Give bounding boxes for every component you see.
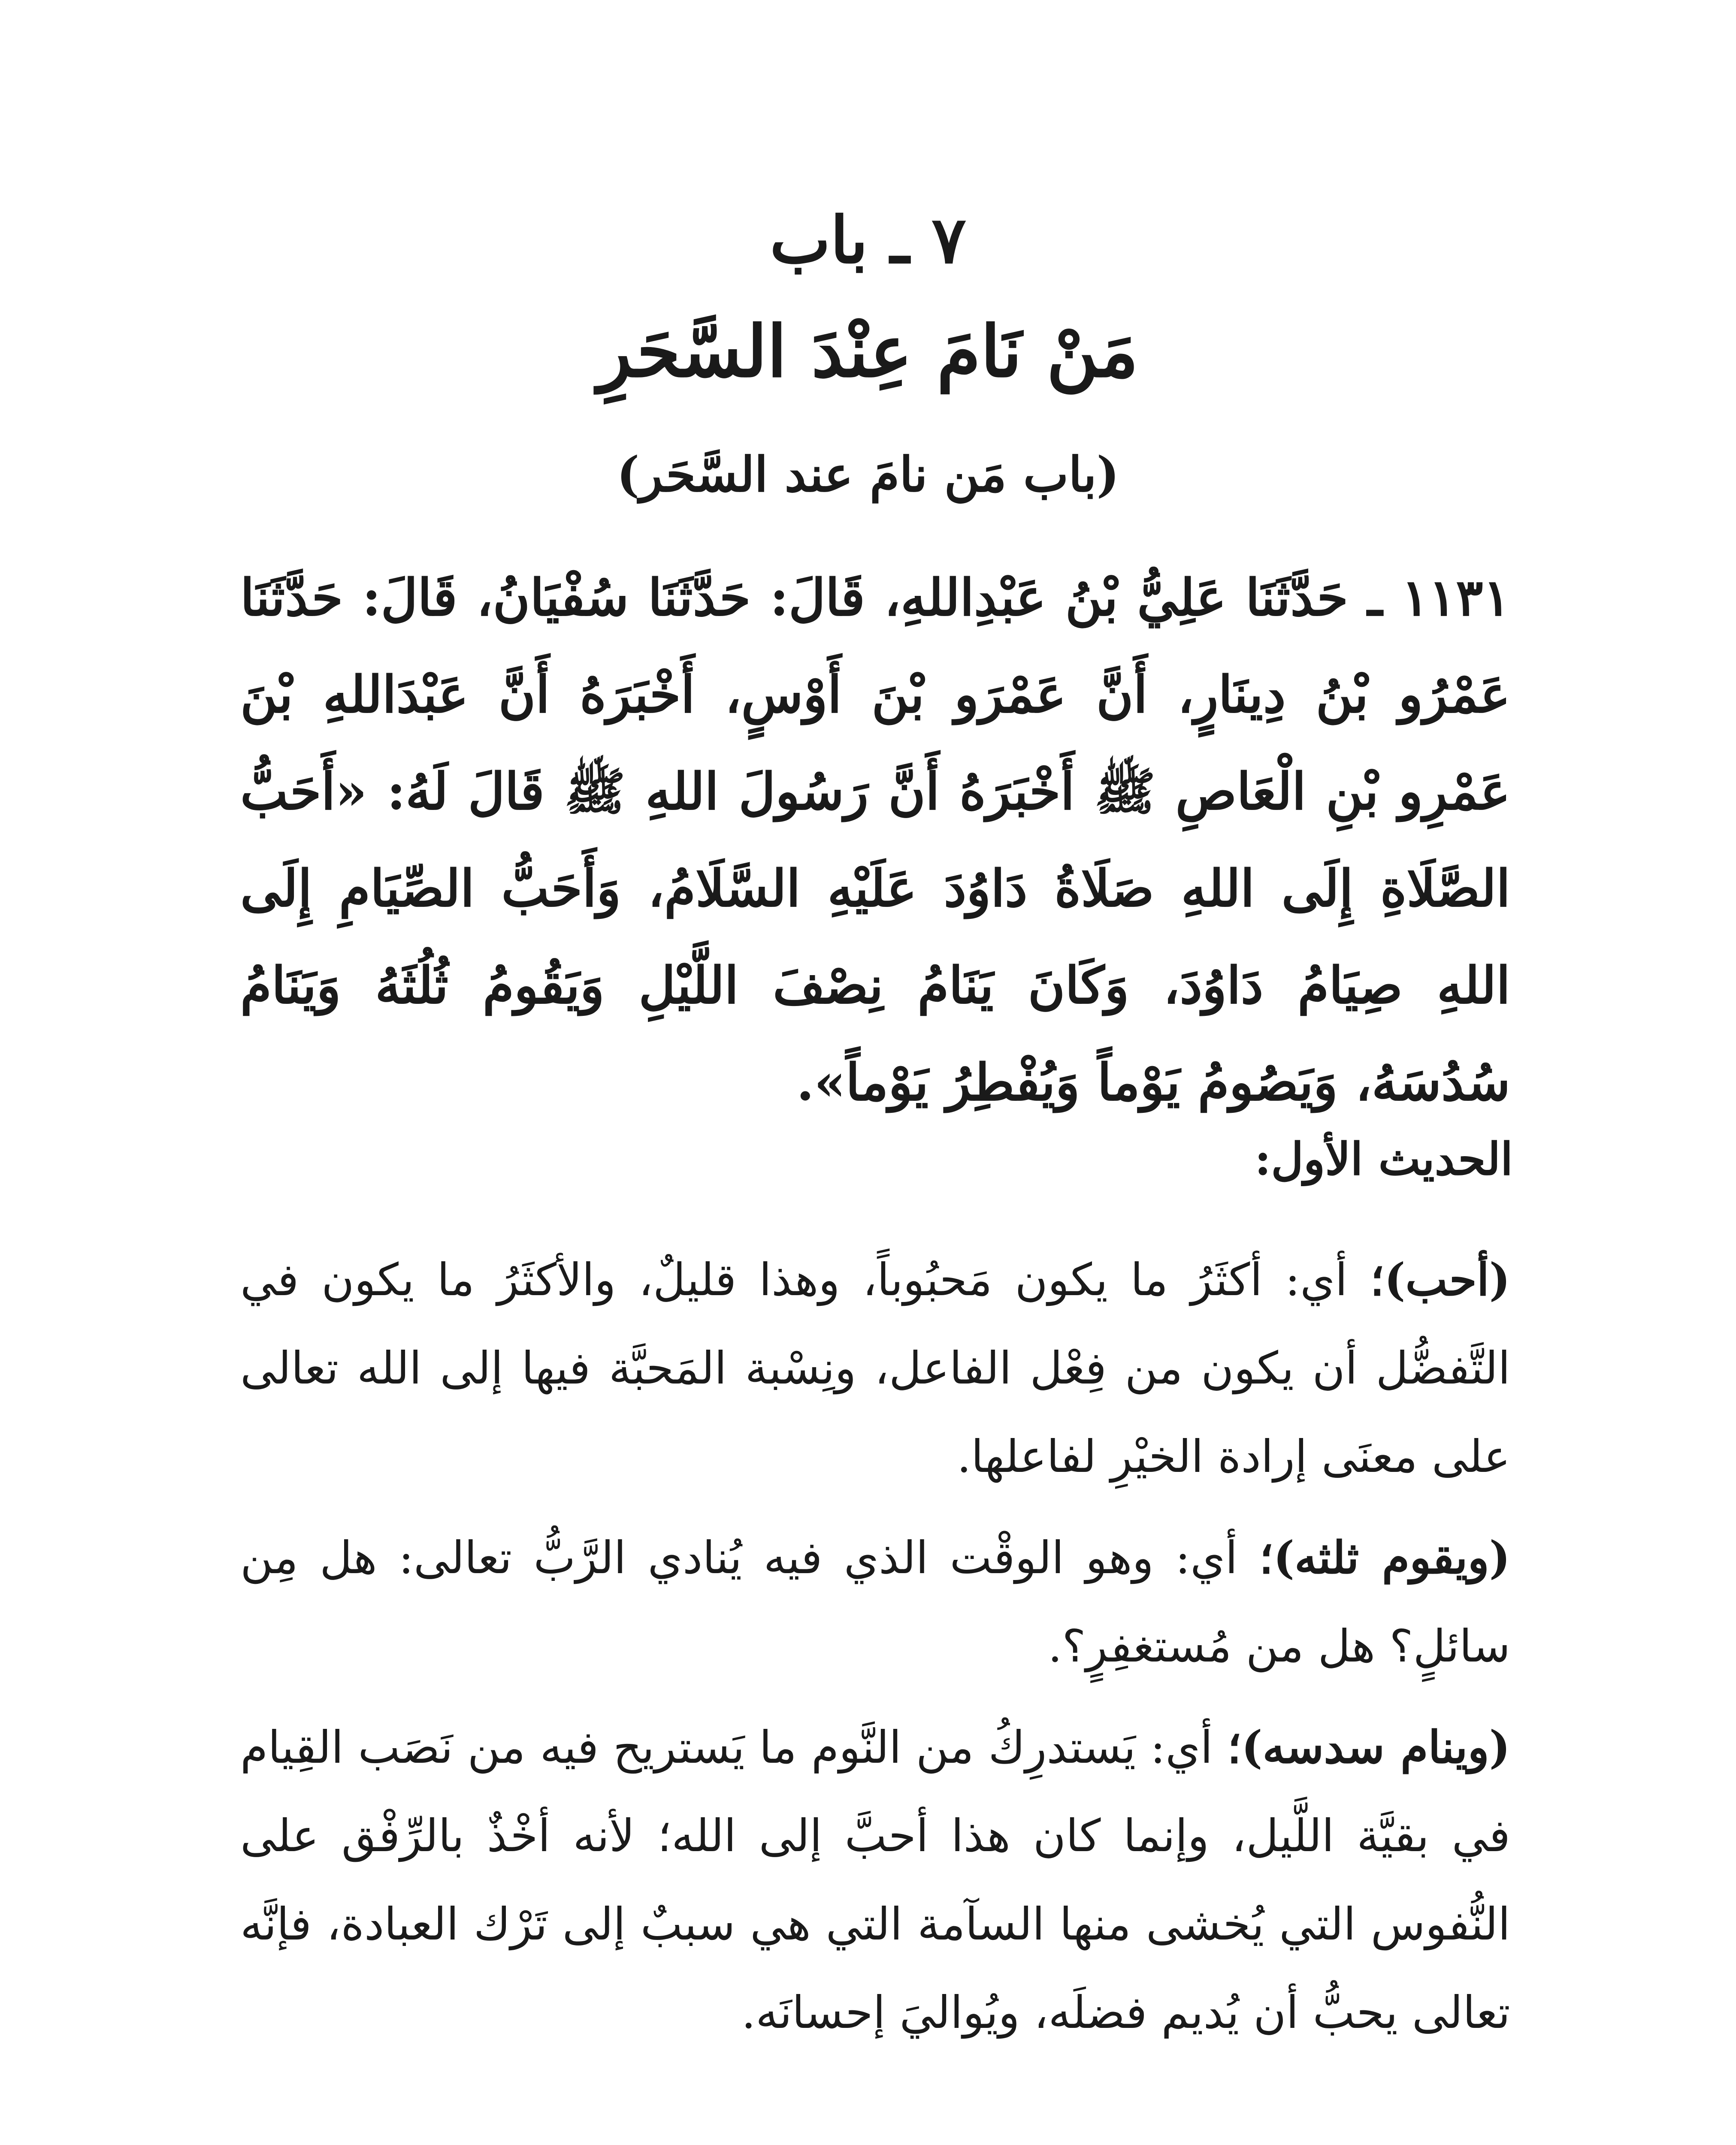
commentary-paragraph	[240, 1236, 1510, 1501]
commentary-body	[240, 1236, 1510, 2069]
paragraph-text: أي: أكثَرُ ما يكون مَحبُوباً، وهذا قليلٌ، والأكثَرُ ما يكون في التَّفضُّل أن يكون من فِعْل الفاعل، ونِسْبة المَحبَّة فيها إلى الله تعالى على معنَى إرادة الخيْرِ لفاعلها.	[240, 1254, 1510, 1483]
chapter-number: ٧ ـ باب	[770, 202, 966, 278]
paragraph-lead: (أحب)؛	[1370, 1253, 1510, 1306]
paragraph-lead: (وينام سدسه)؛	[1227, 1721, 1510, 1773]
chapter-title: مَنْ نَامَ عِنْدَ السَّحَرِ	[597, 310, 1139, 393]
hadith-text: ١١٣١ ـ حَدَّثَنَا عَلِيُّ بْنُ عَبْدِاللهِ، قَالَ: حَدَّثَنَا سُفْيَانُ، قَالَ: حَدَّثَنَا عَمْرُو بْنُ دِينَارٍ، أَنَّ عَمْرَو بْنَ أَوْسٍ، أَخْبَرَهُ أَنَّ عَبْدَاللهِ بْنَ عَمْرِو بْنِ الْعَاصِ ﷺ أَخْبَرَهُ أَنَّ رَسُولَ اللهِ ﷺ قَالَ لَهُ: «أَحَبُّ الصَّلَاةِ إِلَى اللهِ صَلَاةُ دَاوُدَ عَلَيْهِ السَّلَامُ، وَأَحَبُّ الصِّيَامِ إِلَى اللهِ صِيَامُ دَاوُدَ، وَكَانَ يَنَامُ نِصْفَ اللَّيْلِ وَيَقُومُ ثُلُثَهُ وَيَنَامُ سُدُسَهُ، وَيَصُومُ يَوْماً وَيُفْطِرُ يَوْماً».	[240, 568, 1510, 1112]
commentary-paragraph	[240, 1703, 1510, 2057]
chapter-subtitle: (باب مَن نامَ عند السَّحَر)	[617, 447, 1119, 503]
commentary-paragraph	[240, 1514, 1510, 1690]
paragraph-lead: (ويقوم ثلثه)؛	[1259, 1531, 1511, 1584]
commentary-heading: الحديث الأول:	[1255, 1133, 1513, 1185]
paragraph-text: أي: وهو الوقْت الذي فيه يُنادي الرَّبُّ تعالى: هل مِن سائلٍ؟ هل من مُستغفِرٍ؟.	[240, 1532, 1510, 1672]
paragraph-text: أي: يَستدرِكُ من النَّوم ما يَستريح فيه من نَصَب القِيام في بقيَّة اللَّيل، وإنما كان هذا أحبَّ إلى الله؛ لأنه أخْذٌ بالرِّفْق على النُّفوس التي يُخشى منها السآمة التي هي سببٌ إلى تَرْك العبادة، فإنَّه تعالى يحبُّ أن يُديم فضلَه، ويُواليَ إحسانَه.	[240, 1721, 1510, 2039]
